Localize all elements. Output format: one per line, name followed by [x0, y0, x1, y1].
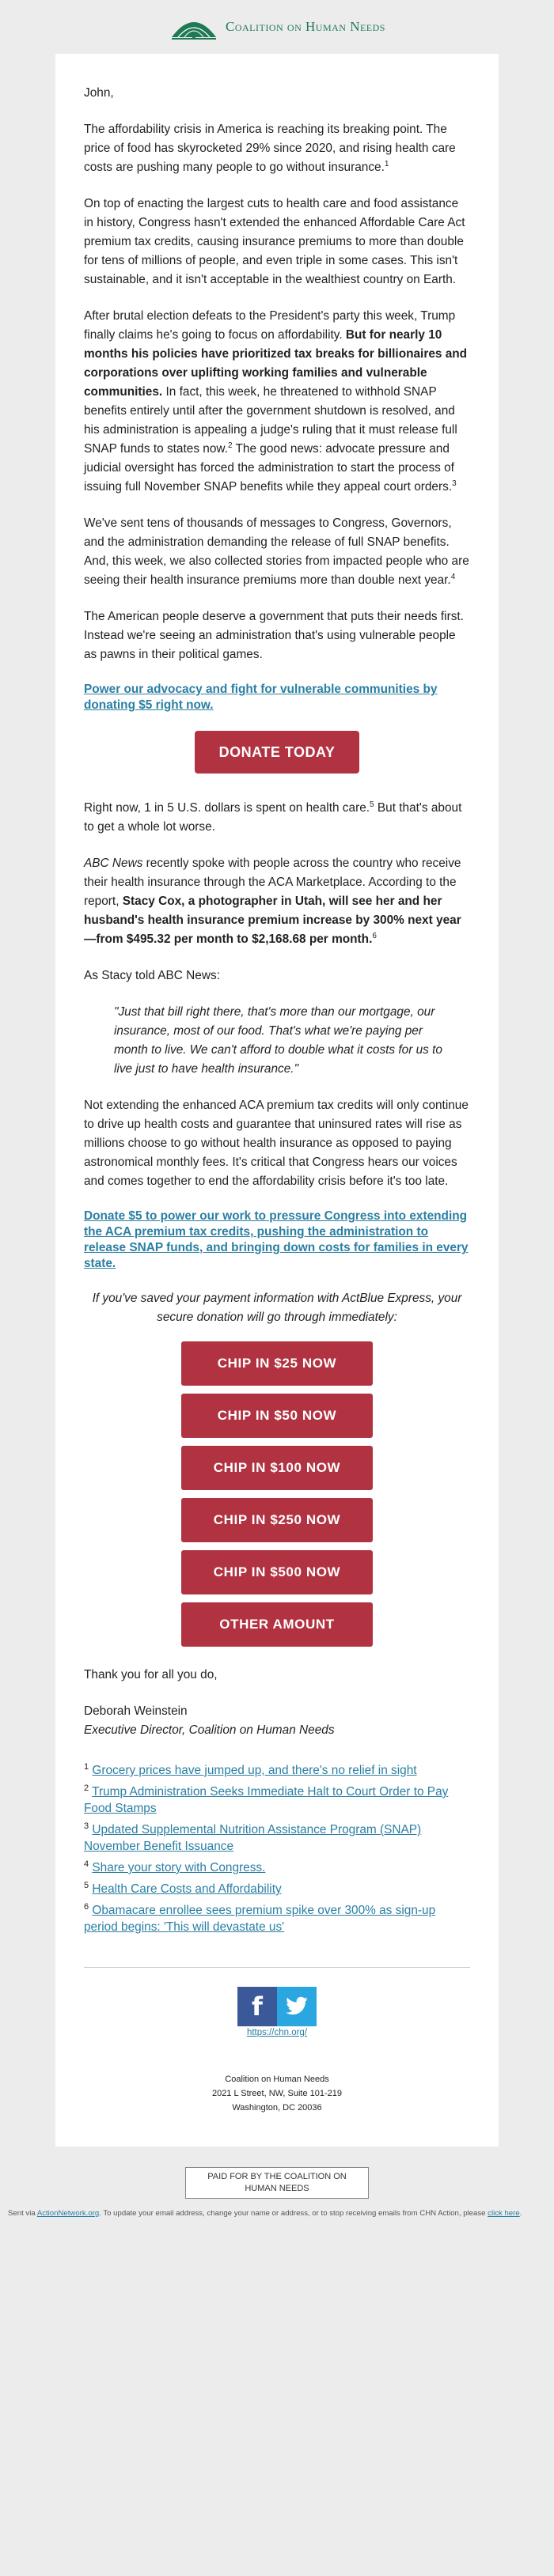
signer-name: Deborah Weinstein [84, 1704, 188, 1718]
footnote-link[interactable]: Updated Supplemental Nutrition Assistance Program (SNAP) November Benefit Issuance [84, 1823, 422, 1853]
paragraph: Right now, 1 in 5 U.S. dollars is spent on health care.$^5$ But that's about to get a whole lot worse. [84, 800, 462, 834]
footnote: $^5$ Health Care Costs and Affordability [84, 1880, 282, 1896]
tree-logo-icon [169, 13, 219, 40]
mailing-address: Coalition on Human Needs 2021 L Street, NW, Suite 101-219 Washington, DC 20036 [211, 2075, 343, 2113]
chip-in-50-button[interactable]: CHIP IN $50 NOW [181, 1394, 373, 1438]
email-body [55, 54, 499, 2147]
footnote-link[interactable]: Trump Administration Seeks Immediate Halt to Court Order to Pay Food Stamps [84, 1785, 449, 1815]
org-name[interactable]: Coalition on Human Needs [226, 19, 385, 34]
footnote-ref: 2 [227, 441, 233, 450]
actionnetwork-link[interactable]: ActionNetwork.org [36, 2209, 100, 2218]
email-header [0, 0, 554, 54]
footnote: $^3$ Updated Supplemental Nutrition Assistance Program (SNAP) November Benefit Issuance [84, 1821, 422, 1853]
footnote-ref: 3 [452, 479, 457, 488]
paragraph: After brutal election defeats to the President's party this week, Trump finally claims he's going to focus on affordability. But for nearly 10 months his policies have prioritized tax breaks for billionaires and corporations over uplifting working families and vulnerable communities. In fact, this week, he threatened to withhold SNAP benefits entirely until after the government shutdown is resolved, and his administration is appealing a judge's ruling that it must release full SNAP funds to states now.$^2$ The good news: advocate pressure and judicial oversight has forced the administration to start the process of issuing full November SNAP benefits while they appeal court orders.$^3$ [84, 309, 468, 494]
paragraph: The American people deserve a government that puts their needs first. Instead we're seeing an administration that's using vulnerable people as pawns in their political games. [84, 610, 464, 661]
divider [84, 1967, 470, 1968]
actblue-note: If you've saved your payment information with ActBlue Express, your secure donation will go through immediately: [92, 1292, 462, 1324]
greeting: John, [84, 86, 114, 100]
paragraph: The affordability crisis in America is reaching its breaking point. The price of food has skyrocketed 29% since 2020, and rising health care costs are pushing many people to go without insurance.$^1$ [84, 123, 456, 174]
footnote-ref: 4 [450, 572, 456, 581]
footnote-ref: 6 [372, 931, 377, 940]
website-link[interactable]: https://chn.org/ [246, 2028, 308, 2037]
sent-via-footer: Sent via ActionNetwork.org. To update your email address, change your name or address, or to stop receiving emails from CHN Action, please click here. [8, 2209, 522, 2218]
chip-in-250-button[interactable]: CHIP IN $250 NOW [181, 1498, 373, 1542]
paragraph: Not extending the enhanced ACA premium tax credits will only continue to drive up health costs and guarantee that uninsured rates will rise as millions choose to go without health insurance as opposed to paying astronomical monthly fees. It's critical that Congress hears our voices and comes together to end the affordability crisis before it's too late. [84, 1099, 469, 1188]
chip-in-100-button[interactable]: CHIP IN $100 NOW [181, 1446, 373, 1490]
unsubscribe-link[interactable]: click here [488, 2209, 520, 2218]
chip-in-buttons [84, 1341, 470, 1647]
footnote-ref: 5 [370, 800, 374, 809]
donate-cta-link-2[interactable]: Donate $5 to power our work to pressure Congress into extending the ACA premium tax credits, pushing the administration to release SNAP funds, and bringing down costs for families in every state. [84, 1209, 469, 1270]
quote: "Just that bill right there, that's more than our mortgage, our insurance, most of our food. That's what we're paying per month to live. We can't afford to double what it costs for us to live just to have health insurance." [114, 1005, 442, 1076]
paid-for-wrapper [0, 2167, 554, 2199]
donate-today-button[interactable]: DONATE TODAY [195, 731, 359, 774]
footnote-link[interactable]: Obamacare enrollee sees premium spike over 300% as sign-up period begins: 'This will devastate us' [84, 1904, 436, 1934]
donate-cta-link[interactable]: Power our advocacy and fight for vulnerable communities by donating $5 right now. [84, 683, 438, 712]
social-links [84, 1987, 470, 2026]
footnote: $^2$ Trump Administration Seeks Immediate Halt to Court Order to Pay Food Stamps [84, 1783, 449, 1815]
paragraph: As Stacy told ABC News: [84, 969, 220, 982]
other-amount-button[interactable]: OTHER AMOUNT [181, 1602, 373, 1647]
footnote-link[interactable]: Health Care Costs and Affordability [92, 1882, 282, 1896]
chip-in-500-button[interactable]: CHIP IN $500 NOW [181, 1550, 373, 1594]
bold-text: Stacy Cox, a photographer in Utah, will see her and her husband's health insurance premium increase by 300% next year—from $495.32 per month to $2,168.68 per month. [84, 895, 461, 946]
facebook-icon[interactable]: f [237, 1987, 277, 2026]
closing: Thank you for all you do, [84, 1668, 218, 1681]
footnote: $^4$ Share your story with Congress. [84, 1859, 266, 1874]
signer-title: Executive Director, Coalition on Human Needs [84, 1723, 335, 1737]
signature [84, 1702, 470, 1740]
bold-text: But for nearly 10 months his policies have prioritized tax breaks for billionaires and corporations over uplifting working families and vulnerable communities. [84, 328, 468, 399]
twitter-icon[interactable] [277, 1987, 317, 2026]
publication-name: ABC News [84, 857, 143, 870]
paid-for-disclaimer: PAID FOR BY THE COALITION ON HUMAN NEEDS [185, 2167, 369, 2199]
footnote-link[interactable]: Grocery prices have jumped up, and there's no relief in sight [92, 1764, 417, 1777]
footnote-link[interactable]: Share your story with Congress. [92, 1861, 266, 1874]
paragraph: We've sent tens of thousands of messages to Congress, Governors, and the administration demanding the release of full SNAP benefits. And, this week, we also collected stories from impacted people who are seeing their health insurance premiums more than double next year.$^4$ [84, 516, 469, 587]
footnotes [84, 1762, 470, 1935]
footnote: $^1$ Grocery prices have jumped up, and there's no relief in sight [84, 1761, 417, 1777]
paragraph: ABC News recently spoke with people across the country who receive their health insurance through the ACA Marketplace. According to the report, Stacy Cox, a photographer in Utah, will see her and her husband's health insurance premium increase by 300% next year—from $495.32 per month to $2,168.68 per month.$^6$ [84, 857, 461, 946]
chip-in-25-button[interactable]: CHIP IN $25 NOW [181, 1341, 373, 1386]
footnote: $^6$ Obamacare enrollee sees premium spike over 300% as sign-up period begins: 'This will devastate us' [84, 1901, 436, 1934]
paragraph: On top of enacting the largest cuts to health care and food assistance in history, Congress hasn't extended the enhanced Affordable Care Act premium tax credits, causing insurance premiums to more than double for tens of millions of people, and even triple in some cases. This isn't sustainable, and it isn't acceptable in the wealthiest country on Earth. [84, 197, 465, 286]
footnote-ref: 1 [384, 159, 389, 168]
